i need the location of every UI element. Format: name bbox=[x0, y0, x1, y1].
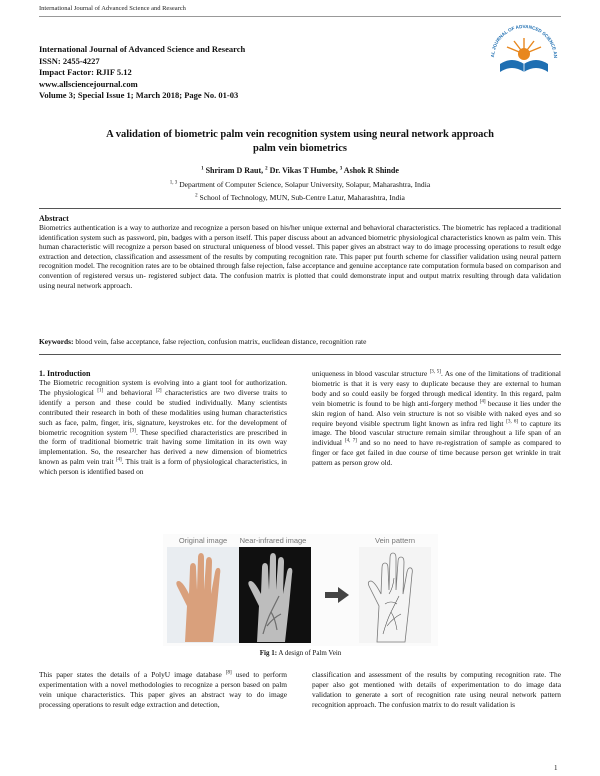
affiliation-2: $^2$ School of Technology, MUN, Sub-Centre Latur, Maharashtra, India bbox=[195, 193, 405, 202]
author-1: Shriram D Raut bbox=[205, 166, 262, 175]
journal-website: www.allsciencejournal.com bbox=[39, 78, 138, 89]
keywords-rule bbox=[39, 354, 561, 355]
abstract-heading: Abstract bbox=[39, 214, 69, 223]
affiliation-1: $^{1, 3}$ Department of Computer Science, Solapur University, Solapur, Maharashtra, India bbox=[169, 180, 431, 189]
intro-left-column: The Biometric recognition system is evolving into a giant tool for authorization. The physiological [1] and behavioral [2] characteristics are two diverse traits to identify a person and these could be studied individually. Many scientists contributed their research in both of these modalities using human characteristics such as face, palm, finger, iris, signature, keystrokes etc. for the development of biometric recognition system [3]. These specified characteristics are prescribed in the form of traditional biometric trait having some limitation in its own way implementation. So, the researcher has derived a new dimension of biometrics known as palm vein trait [4]. This trait is a form of physiological characteristics, in which person is identified based on bbox=[39, 378, 287, 477]
author-3: Ashok R Shinde bbox=[343, 166, 399, 175]
title-line-2: palm vein biometrics bbox=[253, 143, 347, 154]
figure-label-vein: Vein pattern bbox=[374, 536, 416, 545]
introduction-heading: 1. Introduction bbox=[39, 369, 91, 378]
figure-label-nir: Near-infrared image bbox=[239, 536, 307, 545]
nir-hand-image bbox=[239, 547, 311, 643]
arrow-icon bbox=[325, 587, 349, 603]
keywords-text: blood vein, false acceptance, false rejection, confusion matrix, euclidean distance, recognition rate bbox=[75, 337, 367, 346]
figure-label-original: Original image bbox=[178, 536, 228, 545]
journal-issn: ISSN: 2455-4227 bbox=[39, 55, 100, 66]
figure-caption: Fig 1: A design of Palm Vein bbox=[259, 649, 342, 657]
author-2: Dr. Vikas T Humbe bbox=[269, 166, 336, 175]
body-right-column: classification and assessment of the results by computing recognition rate. The paper also got mentioned with details of experimentation to do image data validation to generate a sort of recognition rate using neural network pattern recognition approach. The confusion matrix to do result validation is bbox=[312, 670, 561, 709]
keywords-label: Keywords: bbox=[39, 337, 74, 346]
title-line-1: A validation of biometric palm vein recognition system using neural network approach bbox=[106, 129, 494, 140]
header-rule bbox=[39, 16, 561, 17]
palm-vein-figure bbox=[163, 534, 438, 646]
original-hand-image bbox=[167, 547, 239, 643]
logo-arc-text: AL JOURNAL OF ADVANCED SCIENCE AN bbox=[489, 23, 559, 59]
abstract-text: Biometrics authentication is a way to authorize and recognize a person based on his/her unique external and behavioral characteristics. The biometric has replaced a traditional identification system such as password, pin, badges with a person itself. This paper discuss about an advanced biometric physiological characteristics known as palm vein. This human characteristic will recognize a person based on structural uniqueness of blood vessel. This paper gives an abstract way to do image processing operations to result edge extraction and detection, classification and assessment of the results by computing recognition rate. This paper put fourth scheme for classifier validation using neural pattern recognition model. The recognition rates are to be obtained through false rejection, false acceptance and genuine acceptance rate computation formula based on comparison and convention of registered versus un- registered subject data. The confusion matrix is plotted that could demonstrate input and output matrix resulting through data validation using neural network approach. bbox=[39, 223, 561, 290]
author-line: $^1$ Shriram D Raut, $^2$ Dr. Vikas T Humbe, $^3$ Ashok R Shinde bbox=[201, 166, 399, 175]
journal-info bbox=[39, 44, 245, 102]
journal-logo bbox=[486, 20, 562, 86]
logo-sun bbox=[518, 48, 530, 60]
running-header: International Journal of Advanced Science and Research bbox=[39, 5, 186, 12]
vein-pattern-image bbox=[359, 547, 431, 643]
journal-name: International Journal of Advanced Science and Research bbox=[39, 44, 246, 54]
journal-impact: Impact Factor: RJIF 5.12 bbox=[39, 67, 132, 78]
section-rule bbox=[39, 208, 561, 209]
paper-title bbox=[80, 128, 520, 156]
journal-volume: Volume 3; Special Issue 1; March 2018; Page No. 01-03 bbox=[39, 90, 239, 101]
body-left-column: This paper states the details of a PolyU image database [8] used to perform experimentation with a novel methodologies to recognize a person based on palm vein unique characteristics. This paper gives an abstract way to do image processing operations to result edge extraction and detection, bbox=[39, 670, 287, 709]
page-number: 1 bbox=[554, 764, 558, 772]
intro-right-column: uniqueness in blood vascular structure [3, 5]. As one of the limitations of traditional biometric is that it is very easy to duplicate because they are external to human body and so could easily be forged through medical identity. In this regard, palm vein biometric is found to be high anti-forgery method [4] because it lies under the skin region of hand. Also vein structure is not so visible with naked eyes and so require beyond visible spectrum light known as infra red light [3, 6] to capture its image. The blood vascular structure remain similar throughout a life span of an individual [4, 7] and so no need to have re-registration of sample as compared to finger or face get failed in due course of time because person get wrinkle in trait pattern as person grow old. bbox=[312, 369, 561, 468]
keywords bbox=[39, 337, 561, 346]
